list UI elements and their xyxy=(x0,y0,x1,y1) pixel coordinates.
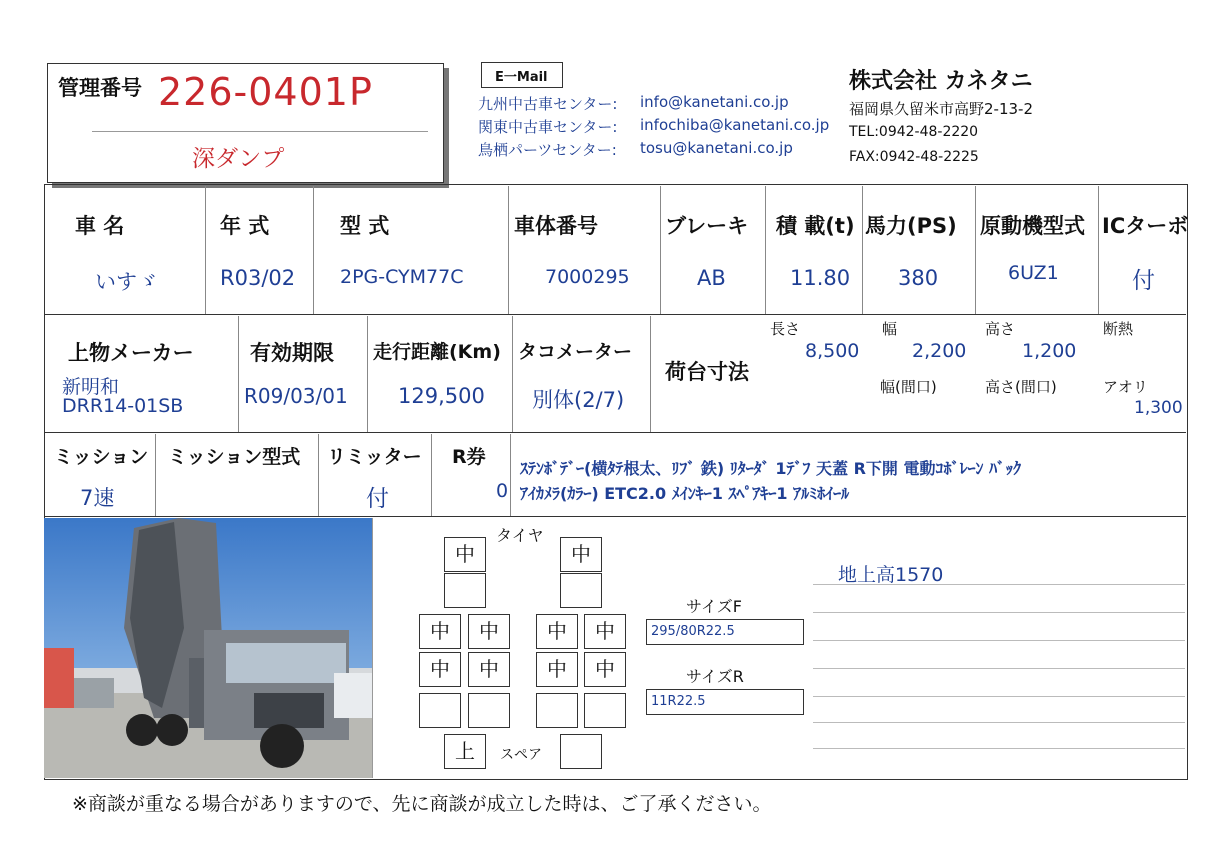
dim-insulation-label: 断熱 xyxy=(1103,320,1134,338)
dim-length: 8,500 xyxy=(805,340,860,362)
size-f-label: サイズF xyxy=(686,597,742,616)
hdr-maker: 上物メーカー xyxy=(68,341,194,365)
tire-front-left: 中 xyxy=(444,537,486,572)
col-line xyxy=(512,316,513,432)
tire-rear: 中 xyxy=(419,614,461,649)
val-year: R03/02 xyxy=(220,266,296,290)
contact-email-1[interactable]: info@kanetani.co.jp xyxy=(640,93,789,111)
spare-label: スペア xyxy=(500,747,542,763)
remark-line xyxy=(813,668,1185,669)
hdr-expiry: 有効期限 xyxy=(250,341,334,365)
col-line xyxy=(155,434,156,516)
contact-center-1: 九州中古車センター: xyxy=(478,95,618,113)
kanri-label: 管理番号 xyxy=(58,76,142,100)
col-line xyxy=(508,186,509,314)
hdr-load: 積 載(t) xyxy=(776,214,855,238)
dim-width-label: 幅 xyxy=(882,320,898,338)
hdr-mission: ミッション xyxy=(54,446,149,468)
equipment-line-2: ｱｲｶﾒﾗ(ｶﾗｰ) ETC2.0 ﾒｲﾝｷｰ1 ｽﾍﾟｱｷｰ1 ｱﾙﾐﾎｲｰﾙ xyxy=(520,484,850,503)
company-fax: FAX:0942-48-2225 xyxy=(849,149,979,165)
row-divider-1 xyxy=(44,314,1186,315)
col-line xyxy=(975,186,976,314)
contact-center-3: 鳥栖パーツセンター: xyxy=(478,141,617,159)
tire-spare-empty xyxy=(560,734,602,769)
remark-line xyxy=(813,584,1185,585)
tire-rear: 中 xyxy=(468,652,510,687)
size-f-value: 295/80R22.5 xyxy=(646,619,804,645)
company-tel: TEL:0942-48-2220 xyxy=(849,124,979,140)
col-line xyxy=(318,434,319,516)
tire-rear-empty xyxy=(419,693,461,728)
col-line xyxy=(367,316,368,432)
hdr-engine: 原動機型式 xyxy=(980,214,1085,238)
remark-line xyxy=(813,722,1185,723)
body-type: 深ダンプ xyxy=(192,146,285,172)
hdr-limiter: リミッター xyxy=(327,446,422,468)
tire-rear: 中 xyxy=(536,614,578,649)
val-model: 2PG-CYM77C xyxy=(340,266,464,288)
hdr-year: 年 式 xyxy=(220,214,270,238)
val-limiter: 付 xyxy=(366,486,389,512)
tire-rear: 中 xyxy=(536,652,578,687)
tire-rear: 中 xyxy=(419,652,461,687)
val-rken: 0 xyxy=(496,480,509,502)
tire-rear-empty xyxy=(584,693,626,728)
tire-rear-empty xyxy=(536,693,578,728)
val-mileage: 129,500 xyxy=(398,384,485,408)
col-line xyxy=(862,186,863,314)
remark-line xyxy=(813,640,1185,641)
hdr-tacho: タコメーター xyxy=(518,341,633,363)
dim-width: 2,200 xyxy=(912,340,967,362)
contact-center-2: 関東中古車センター: xyxy=(478,118,618,136)
company-address: 福岡県久留米市高野2-13-2 xyxy=(849,100,1033,118)
val-turbo: 付 xyxy=(1132,268,1155,294)
id-card-divider xyxy=(92,131,428,132)
email-label: E一Mail xyxy=(495,70,548,85)
tire-rear: 中 xyxy=(584,614,626,649)
truck-photo xyxy=(44,518,372,778)
ground-height: 地上高1570 xyxy=(838,564,944,586)
dim-width-open-label: 幅(間口) xyxy=(880,378,937,396)
col-line xyxy=(238,316,239,432)
col-line xyxy=(1098,186,1099,314)
photo-border xyxy=(372,518,373,778)
col-line xyxy=(765,186,766,314)
hdr-mission-type: ミッション型式 xyxy=(168,446,301,468)
col-line xyxy=(205,186,206,314)
hdr-hp: 馬力(PS) xyxy=(865,214,957,238)
val-hp: 380 xyxy=(898,266,939,290)
remark-line xyxy=(813,748,1185,749)
col-line xyxy=(313,186,314,314)
val-engine: 6UZ1 xyxy=(1008,262,1059,284)
hdr-turbo: ICターボ xyxy=(1102,214,1189,238)
dim-aori: 1,300 xyxy=(1134,398,1183,418)
size-r-value: 11R22.5 xyxy=(646,689,804,715)
val-maker-2: DRR14-01SB xyxy=(62,395,184,417)
tire-front-right: 中 xyxy=(560,537,602,572)
hdr-mileage: 走行距離(Km) xyxy=(373,341,501,363)
tire-rear: 中 xyxy=(584,652,626,687)
dim-height: 1,200 xyxy=(1022,340,1077,362)
size-r-label: サイズR xyxy=(686,667,744,686)
equipment-line-1: ｽﾃﾝﾎﾞﾃﾞｰ(横ﾀﾃ根太、ﾘﾌﾞ 鉄) ﾘﾀｰﾀﾞ 1ﾃﾞﾌ 天蓋 R下開 電動ｺﾎﾞﾚｰﾝ ﾊﾞｯｸ xyxy=(520,459,1022,478)
tire-label: タイヤ xyxy=(496,526,544,545)
tire-spare: 上 xyxy=(444,734,486,769)
hdr-model: 型 式 xyxy=(340,214,390,238)
hdr-rken: R券 xyxy=(452,446,486,468)
val-load: 11.80 xyxy=(790,266,851,290)
tire-rear-empty xyxy=(468,693,510,728)
contact-email-3[interactable]: tosu@kanetani.co.jp xyxy=(640,139,793,157)
footer-note: ※商談が重なる場合がありますので、先に商談が成立した時は、ご了承ください。 xyxy=(72,793,772,815)
tire-rear: 中 xyxy=(468,614,510,649)
col-line xyxy=(431,434,432,516)
hdr-cargo: 荷台寸法 xyxy=(665,360,749,384)
val-maker-1: 新明和 xyxy=(62,376,120,398)
remark-line xyxy=(813,696,1185,697)
hdr-brake: ブレーキ xyxy=(665,214,749,238)
company-name: 株式会社 カネタニ xyxy=(849,69,1033,94)
remark-line xyxy=(813,612,1185,613)
col-line xyxy=(650,316,651,432)
dim-height-open-label: 高さ(間口) xyxy=(985,378,1057,396)
val-car-name: いすゞ xyxy=(95,270,158,294)
tire-front-left-inner xyxy=(444,573,486,608)
row-divider-2 xyxy=(44,432,1186,433)
val-expiry: R09/03/01 xyxy=(244,384,348,408)
contact-email-2[interactable]: infochiba@kanetani.co.jp xyxy=(640,116,830,134)
hdr-chassis: 車体番号 xyxy=(514,214,598,238)
val-brake: AB xyxy=(697,266,726,290)
col-line xyxy=(660,186,661,314)
hdr-car-name: 車 名 xyxy=(75,214,125,238)
col-line xyxy=(510,434,511,516)
val-mission: 7速 xyxy=(80,486,115,510)
kanri-number: 226-0401P xyxy=(158,70,373,114)
val-tacho: 別体(2/7) xyxy=(532,388,625,412)
dim-aori-label: アオリ xyxy=(1103,378,1148,396)
dim-height-label: 高さ xyxy=(985,320,1016,338)
row-divider-3 xyxy=(44,516,1186,517)
dim-length-label: 長さ xyxy=(770,320,801,338)
val-chassis: 7000295 xyxy=(545,266,630,288)
tire-front-right-inner xyxy=(560,573,602,608)
